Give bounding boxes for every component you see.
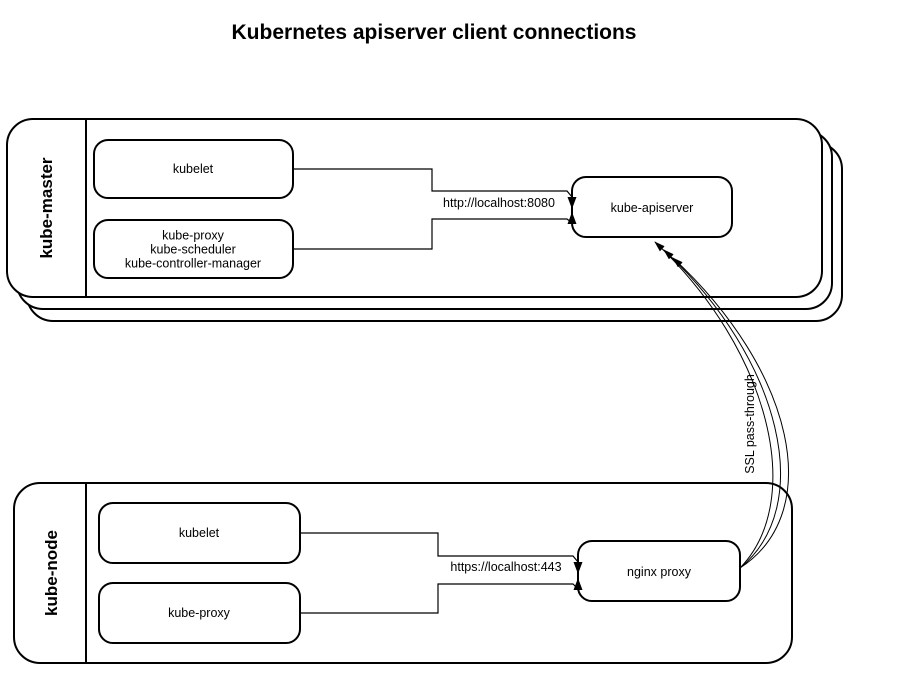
- diagram-title: Kubernetes apiserver client connections: [231, 21, 637, 44]
- node-group-label: kube-node: [42, 530, 61, 616]
- master-service-kube-controller-manager: kube-controller-manager: [124, 256, 262, 271]
- http-edge-label: http://localhost:8080: [443, 196, 555, 210]
- https-edge-label: https://localhost:443: [450, 560, 562, 574]
- kube-node-group: [14, 483, 792, 663]
- nginx-proxy-label: nginx proxy: [627, 565, 691, 579]
- node-kubelet-label: kubelet: [178, 526, 220, 540]
- master-service-kube-scheduler: kube-scheduler: [150, 242, 236, 257]
- master-kubelet-label: kubelet: [172, 162, 214, 176]
- kube-master-group: [7, 119, 842, 321]
- node-kube-proxy-label: kube-proxy: [168, 606, 230, 620]
- kube-apiserver-label: kube-apiserver: [610, 201, 694, 215]
- master-group-label: kube-master: [37, 157, 56, 259]
- master-service-kube-proxy: kube-proxy: [162, 228, 224, 243]
- ssl-passthrough-label: SSL pass-through: [743, 374, 757, 474]
